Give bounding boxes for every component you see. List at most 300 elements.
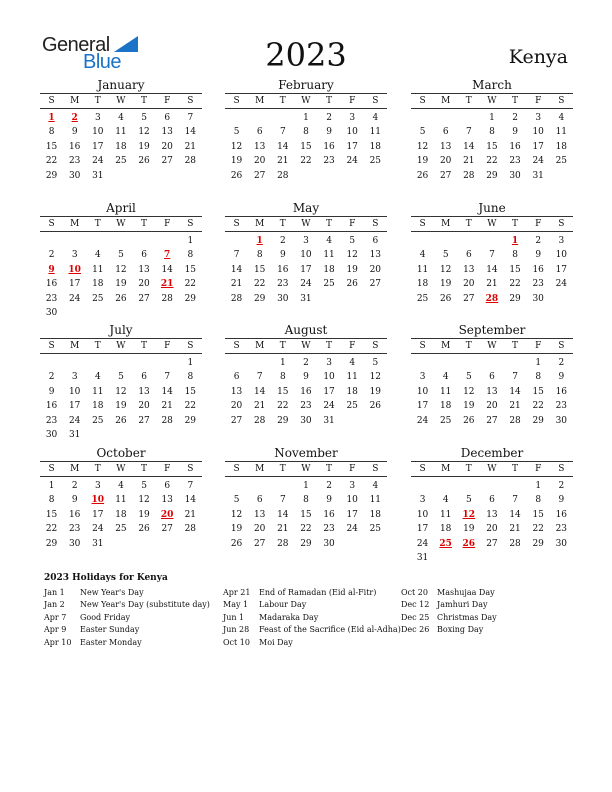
month-title: October bbox=[96, 446, 146, 460]
calendar-day: 25 bbox=[323, 279, 335, 290]
week-row bbox=[411, 370, 573, 384]
calendar-day: 5 bbox=[372, 358, 379, 368]
calendar-day: 28 bbox=[463, 170, 475, 181]
calendar-day: 4 bbox=[94, 372, 101, 383]
calendar-day: 15 bbox=[45, 509, 58, 520]
calendar-day: 1 bbox=[303, 113, 309, 123]
weekday-label: T bbox=[141, 464, 148, 474]
calendar-day: 12 bbox=[346, 250, 358, 261]
calendar-day: 6 bbox=[141, 250, 147, 261]
calendar-day: 28 bbox=[184, 524, 197, 535]
calendar-day: 20 bbox=[230, 401, 243, 412]
calendar-day: 2 bbox=[558, 358, 565, 368]
calendar-day: 14 bbox=[277, 141, 289, 152]
week-row bbox=[411, 111, 573, 125]
weekday-header bbox=[40, 216, 202, 232]
weekday-header bbox=[225, 461, 387, 477]
calendar-day: 13 bbox=[161, 127, 173, 138]
calendar-day: 29 bbox=[45, 170, 58, 181]
calendar-day: 1 bbox=[279, 358, 286, 368]
week-row bbox=[225, 370, 387, 384]
weekday-header bbox=[411, 216, 573, 232]
week-row bbox=[40, 399, 202, 413]
month-title: July bbox=[109, 323, 133, 337]
week-row bbox=[225, 414, 387, 428]
calendar-day: 26 bbox=[230, 170, 243, 181]
calendar-day: 25 bbox=[92, 293, 104, 304]
week-row bbox=[225, 479, 387, 493]
weekday-label: S bbox=[419, 219, 426, 229]
calendar-day: 13 bbox=[463, 264, 475, 275]
calendar-day: 26 bbox=[463, 415, 475, 426]
calendar-day: 1 bbox=[535, 358, 542, 368]
empty-day bbox=[133, 234, 156, 248]
week-row bbox=[225, 234, 387, 248]
calendar-day: 26 bbox=[346, 279, 358, 290]
weekday-label: W bbox=[487, 464, 497, 474]
holiday-name: End of Ramadan (Eid al-Fitr) bbox=[259, 588, 377, 597]
month-july bbox=[40, 323, 202, 442]
empty-day bbox=[271, 479, 294, 493]
calendar-day: 6 bbox=[164, 481, 171, 491]
calendar-day: 19 bbox=[416, 156, 429, 167]
week-row bbox=[40, 537, 202, 551]
weekday-label: T bbox=[512, 464, 519, 474]
weekday-label: F bbox=[164, 219, 171, 229]
calendar-day: 21 bbox=[463, 156, 475, 167]
calendar-day: 17 bbox=[532, 141, 544, 152]
week-row bbox=[411, 522, 573, 536]
month-title: April bbox=[106, 201, 136, 215]
holiday-item bbox=[223, 637, 405, 649]
weekday-label: S bbox=[233, 341, 240, 351]
calendar-day: 27 bbox=[486, 538, 498, 549]
holiday-item bbox=[401, 624, 583, 636]
weekday-label: T bbox=[141, 96, 148, 106]
calendar-day: 22 bbox=[277, 401, 289, 412]
logo-general-text: General bbox=[42, 34, 110, 56]
calendar-day: 23 bbox=[68, 524, 81, 535]
week-row bbox=[411, 169, 573, 183]
week-row bbox=[40, 356, 202, 370]
calendar-day: 17 bbox=[416, 401, 429, 412]
page-title: 2023 bbox=[265, 36, 347, 74]
calendar-day: 11 bbox=[346, 372, 358, 383]
calendar-day: 27 bbox=[463, 293, 475, 304]
calendar-day: 13 bbox=[486, 386, 498, 397]
calendar-day: 22 bbox=[532, 401, 544, 412]
week-row bbox=[40, 234, 202, 248]
calendar-day: 3 bbox=[71, 250, 78, 261]
month-title: March bbox=[472, 78, 512, 92]
weekday-label: T bbox=[326, 341, 333, 351]
weekday-header bbox=[225, 93, 387, 109]
calendar-day: 14 bbox=[184, 127, 197, 138]
calendar-day: 20 bbox=[253, 156, 266, 167]
country-name: Kenya bbox=[508, 46, 568, 68]
calendar-day: 10 bbox=[300, 250, 312, 261]
calendar-day: 21 bbox=[277, 524, 289, 535]
weekday-header bbox=[411, 93, 573, 109]
month-february bbox=[225, 78, 387, 183]
calendar-day: 20 bbox=[161, 141, 173, 152]
weekday-label: T bbox=[465, 96, 472, 106]
weekday-header bbox=[225, 338, 387, 354]
calendar-day: 29 bbox=[184, 415, 197, 426]
calendar-day: 28 bbox=[277, 538, 289, 549]
holiday-name: Jamhuri Day bbox=[437, 600, 488, 610]
calendar-day: 7 bbox=[465, 127, 472, 138]
week-row bbox=[225, 385, 387, 399]
calendar-day: 1 bbox=[187, 358, 194, 368]
calendar-day: 19 bbox=[463, 524, 475, 535]
calendar-day: 4 bbox=[442, 495, 449, 506]
calendar-day: 3 bbox=[419, 372, 426, 383]
calendar-day: 12 bbox=[230, 509, 243, 520]
calendar-day: 8 bbox=[512, 250, 518, 261]
calendar-day: 19 bbox=[463, 401, 475, 412]
weekday-label: T bbox=[326, 219, 333, 229]
holiday-date: 28 bbox=[485, 293, 499, 304]
holiday-date: 20 bbox=[160, 509, 174, 520]
weekday-label: M bbox=[441, 464, 451, 474]
week-row bbox=[225, 263, 387, 277]
calendar-day: 24 bbox=[300, 279, 312, 290]
empty-day bbox=[411, 479, 434, 493]
weekday-label: S bbox=[372, 219, 379, 229]
calendar-day: 18 bbox=[439, 401, 452, 412]
empty-day bbox=[86, 234, 109, 248]
calendar-day: 15 bbox=[184, 264, 197, 275]
calendar-day: 30 bbox=[509, 170, 521, 181]
holiday-item bbox=[44, 599, 226, 611]
holiday-date-label: Dec 12 bbox=[401, 600, 430, 610]
holiday-item bbox=[44, 637, 226, 649]
calendar-day: 21 bbox=[184, 141, 197, 152]
calendar-day: 11 bbox=[115, 127, 127, 138]
calendar-day: 15 bbox=[45, 141, 58, 152]
calendar-day: 29 bbox=[184, 293, 197, 304]
calendar-day: 25 bbox=[92, 415, 104, 426]
calendar-day: 13 bbox=[369, 250, 382, 261]
calendar-day: 11 bbox=[439, 386, 452, 397]
calendar-day: 12 bbox=[138, 127, 150, 138]
holiday-date: 12 bbox=[462, 509, 476, 520]
weekday-label: T bbox=[94, 341, 101, 351]
calendar-day: 29 bbox=[509, 293, 521, 304]
calendar-day: 26 bbox=[230, 538, 243, 549]
month-september bbox=[411, 323, 573, 428]
calendar-day: 25 bbox=[115, 156, 127, 167]
weekday-label: S bbox=[558, 219, 565, 229]
calendar-day: 5 bbox=[141, 481, 147, 491]
calendar-day: 11 bbox=[439, 509, 452, 520]
calendar-day: 6 bbox=[256, 495, 263, 506]
weekday-label: F bbox=[164, 341, 171, 351]
calendar-day: 25 bbox=[115, 524, 127, 535]
calendar-day: 30 bbox=[323, 538, 335, 549]
weekday-label: S bbox=[372, 96, 379, 106]
weekday-label: S bbox=[48, 96, 55, 106]
calendar-day: 7 bbox=[256, 372, 263, 383]
calendar-day: 18 bbox=[92, 279, 104, 290]
holiday-item bbox=[401, 612, 583, 624]
calendar-day: 21 bbox=[161, 401, 173, 412]
week-row bbox=[40, 306, 202, 320]
calendar-day: 24 bbox=[68, 415, 81, 426]
calendar-day: 17 bbox=[300, 264, 312, 275]
weekday-label: T bbox=[279, 341, 286, 351]
weekday-header bbox=[225, 216, 387, 232]
empty-day bbox=[109, 356, 132, 370]
holiday-name: New Year's Day (substitute day) bbox=[80, 600, 210, 610]
calendar-day: 13 bbox=[138, 386, 150, 397]
weekday-label: W bbox=[301, 341, 311, 351]
calendar-day: 25 bbox=[369, 524, 382, 535]
weekday-label: F bbox=[535, 219, 542, 229]
calendar-day: 7 bbox=[512, 495, 518, 506]
weekday-label: M bbox=[255, 96, 265, 106]
calendar-day: 6 bbox=[489, 372, 495, 383]
calendar-day: 27 bbox=[486, 415, 498, 426]
week-row bbox=[225, 248, 387, 262]
weekday-label: F bbox=[349, 464, 356, 474]
holiday-item bbox=[223, 624, 405, 636]
calendar-day: 1 bbox=[489, 113, 495, 123]
week-row bbox=[40, 248, 202, 262]
calendar-day: 8 bbox=[187, 250, 194, 261]
calendar-day: 30 bbox=[45, 307, 58, 318]
weekday-label: M bbox=[255, 341, 265, 351]
calendar-day: 9 bbox=[326, 495, 332, 506]
calendar-day: 9 bbox=[71, 495, 78, 506]
calendar-day: 16 bbox=[45, 279, 58, 290]
week-row bbox=[40, 479, 202, 493]
calendar-day: 7 bbox=[489, 250, 495, 261]
month-title: November bbox=[274, 446, 338, 460]
weekday-label: S bbox=[233, 219, 240, 229]
calendar-day: 6 bbox=[489, 495, 495, 506]
weekday-label: T bbox=[279, 464, 286, 474]
calendar-day: 2 bbox=[71, 481, 78, 491]
empty-day bbox=[457, 479, 480, 493]
calendar-day: 5 bbox=[118, 372, 124, 383]
calendar-day: 30 bbox=[45, 429, 58, 440]
week-row bbox=[411, 356, 573, 370]
calendar-day: 4 bbox=[419, 250, 426, 261]
calendar-day: 21 bbox=[230, 279, 243, 290]
calendar-day: 20 bbox=[486, 401, 498, 412]
calendar-day: 29 bbox=[45, 538, 58, 549]
holiday-name: Madaraka Day bbox=[259, 612, 319, 622]
weekday-label: W bbox=[116, 96, 126, 106]
week-row bbox=[411, 277, 573, 291]
calendar-day: 11 bbox=[115, 495, 127, 506]
calendar-day: 5 bbox=[233, 495, 240, 506]
holiday-column bbox=[401, 587, 583, 637]
logo-blue-text: Blue bbox=[83, 51, 122, 73]
week-row bbox=[40, 370, 202, 384]
calendar-day: 6 bbox=[164, 113, 171, 123]
weekday-label: S bbox=[419, 464, 426, 474]
month-title: February bbox=[278, 78, 334, 92]
calendar-day: 27 bbox=[138, 293, 150, 304]
calendar-day: 31 bbox=[323, 415, 335, 426]
calendar-day: 2 bbox=[512, 113, 518, 123]
week-row bbox=[40, 263, 202, 277]
empty-day bbox=[434, 356, 457, 370]
calendar-day: 23 bbox=[323, 524, 335, 535]
holiday-item bbox=[223, 587, 405, 599]
holiday-date: 9 bbox=[48, 264, 55, 275]
calendar-day: 26 bbox=[138, 156, 150, 167]
calendar-day: 23 bbox=[555, 401, 568, 412]
month-january bbox=[40, 78, 202, 183]
calendar-day: 31 bbox=[532, 170, 544, 181]
weekday-label: W bbox=[116, 464, 126, 474]
calendar-day: 30 bbox=[555, 538, 568, 549]
calendar-day: 7 bbox=[187, 481, 194, 491]
empty-day bbox=[63, 234, 86, 248]
calendar-day: 8 bbox=[303, 495, 309, 506]
calendar-day: 11 bbox=[369, 127, 382, 138]
weekday-header bbox=[40, 338, 202, 354]
empty-day bbox=[457, 356, 480, 370]
calendar-day: 12 bbox=[115, 386, 127, 397]
calendar-day: 23 bbox=[45, 415, 58, 426]
calendar-day: 24 bbox=[416, 538, 429, 549]
weekday-label: W bbox=[487, 96, 497, 106]
month-june bbox=[411, 201, 573, 306]
week-row bbox=[411, 537, 573, 551]
calendar-day: 24 bbox=[346, 524, 358, 535]
holiday-date-label: Apr 7 bbox=[44, 612, 67, 622]
week-row bbox=[40, 428, 202, 442]
weekday-label: T bbox=[465, 219, 472, 229]
calendar-day: 7 bbox=[512, 372, 518, 383]
week-row bbox=[411, 154, 573, 168]
calendar-day: 20 bbox=[463, 279, 475, 290]
calendar-day: 10 bbox=[532, 127, 544, 138]
calendar-day: 20 bbox=[138, 279, 150, 290]
empty-day bbox=[271, 111, 294, 125]
calendar-day: 15 bbox=[300, 509, 312, 520]
weekday-label: S bbox=[558, 341, 565, 351]
weekday-label: T bbox=[141, 341, 148, 351]
calendar-day: 13 bbox=[253, 509, 266, 520]
empty-day bbox=[504, 356, 527, 370]
calendar-day: 4 bbox=[372, 113, 379, 123]
weekday-label: W bbox=[301, 96, 311, 106]
holiday-date: 1 bbox=[48, 113, 55, 123]
calendar-day: 5 bbox=[349, 236, 356, 246]
calendar-day: 22 bbox=[45, 524, 58, 535]
weekday-label: F bbox=[349, 96, 356, 106]
holiday-date-label: Jun 1 bbox=[223, 612, 245, 622]
calendar-day: 25 bbox=[555, 156, 568, 167]
calendar-day: 31 bbox=[68, 429, 81, 440]
calendar-day: 28 bbox=[161, 293, 173, 304]
calendar-day: 29 bbox=[486, 170, 498, 181]
week-row bbox=[225, 292, 387, 306]
weekday-label: S bbox=[187, 96, 194, 106]
week-row bbox=[40, 292, 202, 306]
calendar-day: 9 bbox=[71, 127, 78, 138]
calendar-day: 19 bbox=[138, 509, 150, 520]
holiday-name: Labour Day bbox=[259, 600, 307, 610]
empty-day bbox=[457, 234, 480, 248]
calendar-day: 4 bbox=[349, 358, 356, 368]
calendar-day: 10 bbox=[346, 495, 358, 506]
calendar-day: 23 bbox=[509, 156, 521, 167]
week-row bbox=[411, 385, 573, 399]
calendar-day: 19 bbox=[369, 386, 382, 397]
calendar-day: 1 bbox=[535, 481, 542, 491]
calendar-day: 28 bbox=[509, 538, 521, 549]
holiday-name: Easter Sunday bbox=[80, 625, 140, 635]
calendar-day: 17 bbox=[346, 509, 358, 520]
calendar-day: 26 bbox=[138, 524, 150, 535]
calendar-day: 8 bbox=[279, 372, 286, 383]
holiday-date-label: Apr 21 bbox=[223, 588, 251, 597]
calendar-day: 14 bbox=[486, 264, 498, 275]
empty-day bbox=[109, 234, 132, 248]
calendar-day: 7 bbox=[279, 127, 286, 138]
calendar-day: 16 bbox=[532, 264, 544, 275]
calendar-day: 9 bbox=[558, 372, 565, 383]
weekday-label: F bbox=[349, 341, 356, 351]
week-row bbox=[411, 263, 573, 277]
calendar-day: 29 bbox=[253, 293, 266, 304]
holiday-date: 21 bbox=[160, 279, 174, 290]
empty-day bbox=[248, 111, 271, 125]
calendar-day: 23 bbox=[45, 293, 58, 304]
calendar-day: 8 bbox=[489, 127, 495, 138]
month-november bbox=[225, 446, 387, 551]
calendar-day: 27 bbox=[161, 524, 173, 535]
calendar-day: 14 bbox=[161, 264, 173, 275]
calendar-day: 25 bbox=[369, 156, 382, 167]
calendar-day: 24 bbox=[68, 293, 81, 304]
calendar-day: 20 bbox=[138, 401, 150, 412]
month-title: August bbox=[284, 323, 328, 337]
calendar-day: 21 bbox=[184, 509, 197, 520]
calendar-day: 16 bbox=[68, 509, 81, 520]
weekday-label: M bbox=[70, 219, 80, 229]
calendar-day: 27 bbox=[439, 170, 452, 181]
calendar-day: 11 bbox=[369, 495, 382, 506]
calendar-day: 19 bbox=[115, 401, 127, 412]
weekday-label: S bbox=[419, 96, 426, 106]
calendar-day: 5 bbox=[465, 372, 472, 383]
empty-day bbox=[248, 479, 271, 493]
calendar-day: 6 bbox=[141, 372, 147, 383]
empty-day bbox=[248, 356, 271, 370]
week-row bbox=[225, 522, 387, 536]
calendar-day: 23 bbox=[68, 156, 81, 167]
calendar-day: 13 bbox=[138, 264, 150, 275]
weekday-label: S bbox=[187, 341, 194, 351]
weekday-label: S bbox=[187, 464, 194, 474]
week-row bbox=[225, 493, 387, 507]
calendar-day: 6 bbox=[465, 250, 472, 261]
calendar-day: 17 bbox=[323, 386, 335, 397]
month-march bbox=[411, 78, 573, 183]
holiday-name: Moi Day bbox=[259, 637, 293, 647]
holiday-name: Feast of the Sacrifice (Eid al-Adha) bbox=[259, 625, 401, 635]
calendar-day: 27 bbox=[253, 170, 266, 181]
calendar-day: 24 bbox=[92, 156, 104, 167]
